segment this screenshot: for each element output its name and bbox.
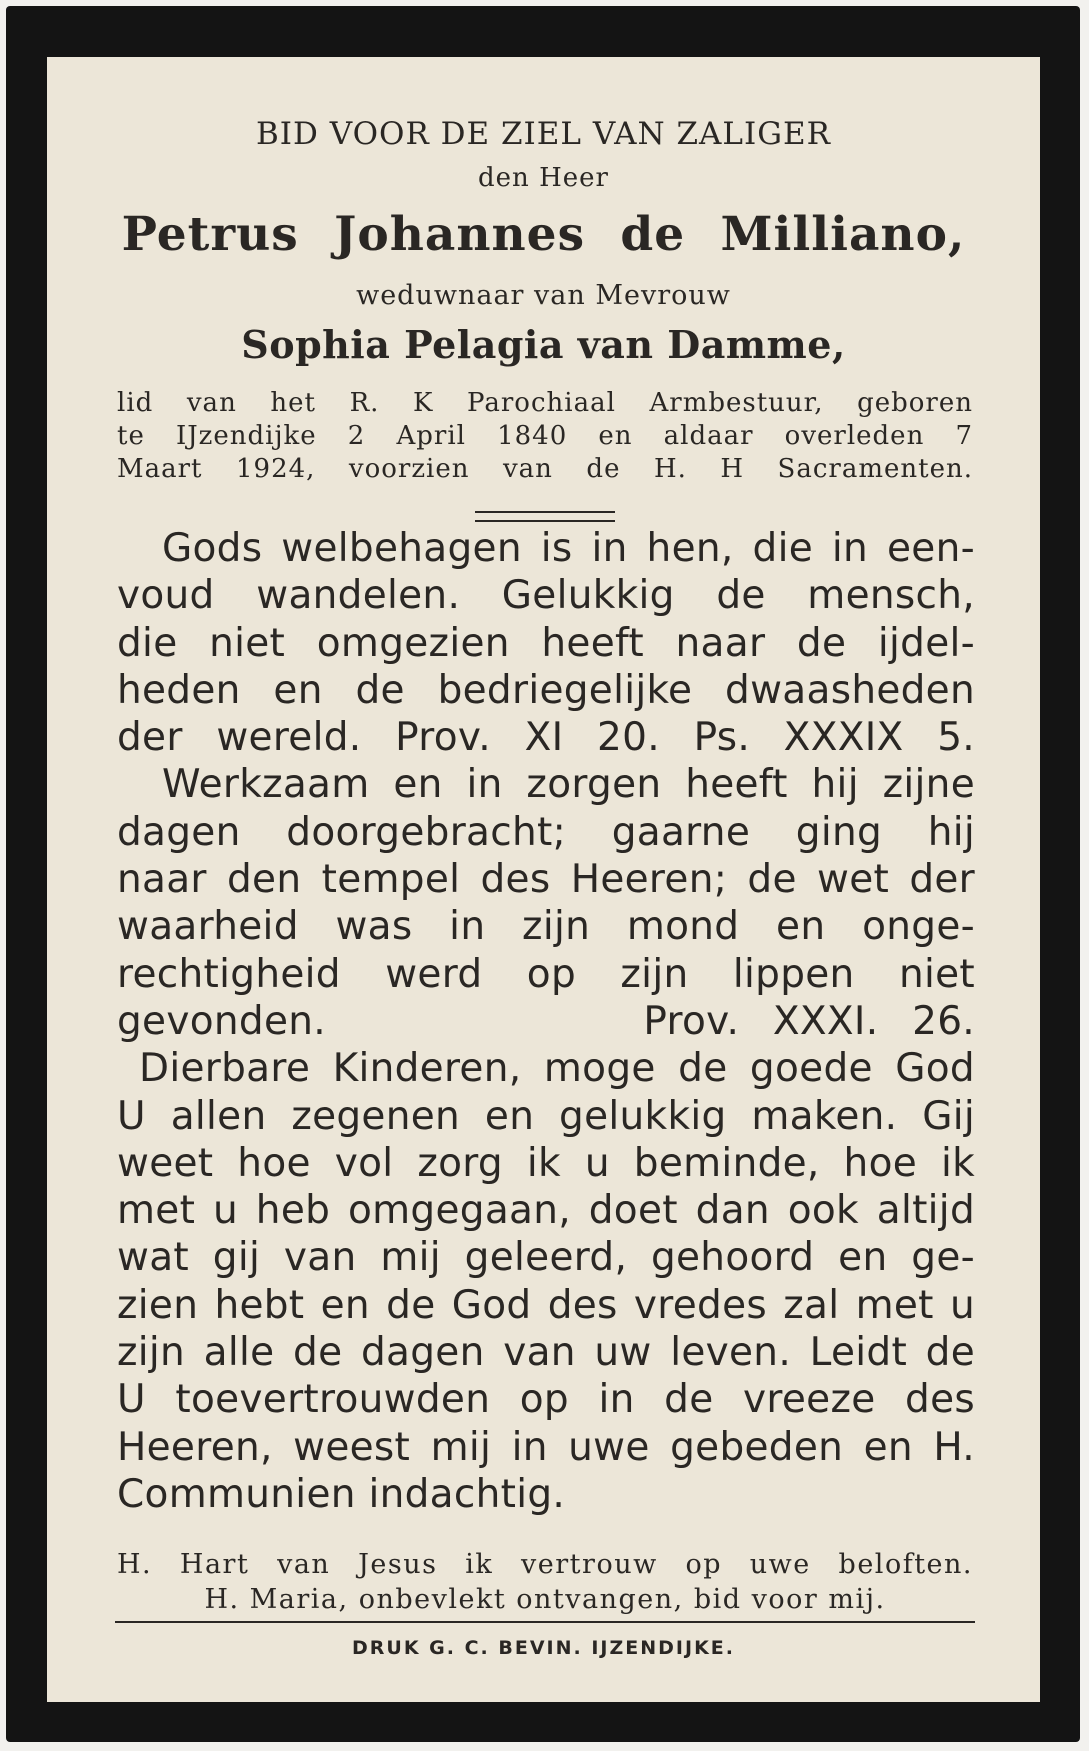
deceased-name: Petrus Johannes de Milliano, bbox=[121, 207, 966, 262]
text-line-split bbox=[117, 998, 975, 1045]
text-line: met u heb omgegaan, doet dan ook altijd bbox=[117, 1188, 975, 1234]
closing-prayer-2: H. Maria, onbevlekt ontvangen, bid voor mij. bbox=[204, 1584, 886, 1615]
printer-credit: DRUK G. C. BEVIN. IJZENDIJKE. bbox=[352, 1637, 735, 1659]
text-line: weet hoe vol zorg ik u beminde, hoe ik bbox=[117, 1140, 975, 1186]
bio-line: lid van het R. K Parochiaal Armbestuur, geboren bbox=[117, 388, 973, 418]
closing-prayer-1: H. Hart van Jesus ik vertrouw op uwe beloften. bbox=[117, 1549, 973, 1580]
text-line: U allen zegenen en gelukkig maken. Gij bbox=[117, 1093, 975, 1139]
text-line: voud wandelen. Gelukkig de mensch, bbox=[117, 573, 975, 619]
text-line: Communien indachtig. bbox=[117, 1471, 566, 1517]
text-line: die niet omgezien heeft naar de ijdel- bbox=[117, 620, 975, 666]
bio-line: te IJzendijke 2 April 1840 en aldaar overleden 7 bbox=[117, 421, 973, 451]
double-divider bbox=[475, 511, 615, 522]
text-line: Dierbare Kinderen, moge de goede God bbox=[139, 1046, 975, 1092]
text-line: gevonden. bbox=[117, 998, 326, 1044]
divider bbox=[115, 1621, 975, 1623]
text-line: heden en de bedriegelijke dwaasheden bbox=[117, 667, 975, 713]
text-line: Gods welbehagen is in hen, die in een- bbox=[162, 526, 975, 571]
text-line: rechtigheid werd op zijn lippen niet bbox=[117, 951, 975, 997]
spouse-name: Sophia Pelagia van Damme, bbox=[241, 322, 846, 367]
biography bbox=[117, 387, 973, 486]
text-line: Heeren, weest mij in uwe gebeden en H. bbox=[117, 1424, 975, 1470]
text-line: naar den tempel des Heeren; de wet der bbox=[117, 857, 975, 903]
bio-line: Maart 1924, voorzien van de H. H Sacramenten. bbox=[117, 454, 973, 484]
subheading: den Heer bbox=[478, 163, 609, 193]
text-line: U toevertrouwden op in de vreeze des bbox=[117, 1377, 975, 1423]
scripture-reference: Prov. XXXI. 26. bbox=[643, 998, 976, 1044]
relation-line: weduwnaar van Mevrouw bbox=[356, 280, 731, 311]
text-line: dagen doorgebracht; gaarne ging hij bbox=[117, 809, 975, 855]
heading: BID VOOR DE ZIEL VAN ZALIGER bbox=[256, 116, 831, 152]
scripture-text bbox=[117, 525, 975, 1518]
text-line: der wereld. Prov. XI 20. Ps. XXXIX 5. bbox=[117, 715, 975, 761]
memorial-card bbox=[6, 6, 1080, 1742]
text-line: waarheid was in zijn mond en onge- bbox=[117, 904, 975, 950]
card-paper bbox=[47, 57, 1040, 1702]
text-line: wat gij van mij geleerd, gehoord en ge- bbox=[117, 1235, 975, 1281]
text-line: Werkzaam en in zorgen heeft hij zijne bbox=[162, 762, 975, 808]
text-line: zijn alle de dagen van uw leven. Leidt de bbox=[117, 1330, 975, 1376]
text-line: zien hebt en de God des vredes zal met u bbox=[117, 1282, 975, 1328]
